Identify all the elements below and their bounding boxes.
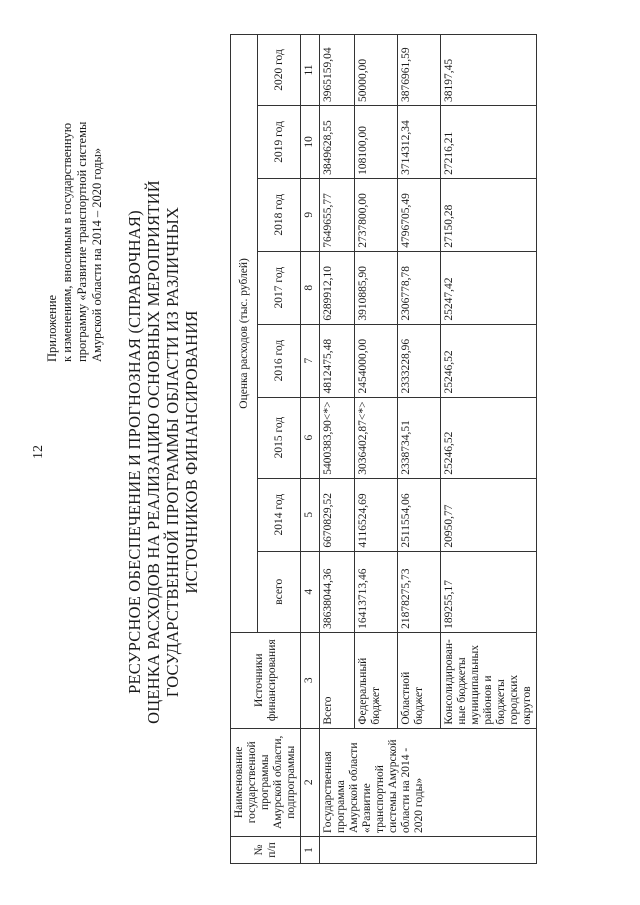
value-cell: 3876961,59	[398, 35, 441, 106]
value-cell: 3965159,04	[320, 35, 355, 106]
title-line: ИСТОЧНИКОВ ФИНАНСИРОВАНИЯ	[182, 310, 201, 594]
value-cell: 2511554,06	[398, 478, 441, 551]
header-year: 2016 год	[258, 324, 301, 397]
header-source: Источники финансирования	[231, 632, 301, 728]
resource-table	[230, 34, 537, 864]
header-year: 2020 год	[258, 35, 301, 106]
source-cell: Областной бюджет	[398, 632, 441, 728]
value-cell: 4116524,69	[355, 478, 398, 551]
appendix-line: Амурской области на 2014 – 2020 годы»	[90, 147, 104, 362]
header-estimate: Оценка расходов (тыс. рублей)	[231, 35, 258, 633]
value-cell: 2333228,96	[398, 324, 441, 397]
column-number: 7	[301, 324, 320, 397]
appendix-line: программу «Развитие транспортной системы	[75, 121, 89, 362]
column-number: 5	[301, 478, 320, 551]
column-number: 8	[301, 251, 320, 324]
column-number: 10	[301, 105, 320, 178]
value-cell: 6670829,52	[320, 478, 355, 551]
value-cell: 2306778,78	[398, 251, 441, 324]
appendix-line: к изменениям, вносимым в государственную	[60, 122, 74, 362]
column-number-row	[301, 35, 320, 864]
value-cell: 38197,45	[441, 35, 537, 106]
program-name-cell: Государственная программа Амурской области «Развитие транспортной системы Амурской области на 2014 - 2020 годы»	[320, 728, 537, 836]
title-line: ОЦЕНКА РАСХОДОВ НА РЕАЛИЗАЦИЮ ОСНОВНЫХ МЕРОПРИЯТИЙ	[144, 180, 163, 724]
column-number: 2	[301, 728, 320, 836]
value-cell: 25246,52	[441, 324, 537, 397]
column-number: 6	[301, 397, 320, 478]
source-cell: Всего	[320, 632, 355, 728]
column-number: 4	[301, 551, 320, 632]
appendix-line: Приложение	[45, 294, 59, 362]
value-cell: 108100,00	[355, 105, 398, 178]
header-year: 2014 год	[258, 478, 301, 551]
row-num-cell	[320, 836, 537, 863]
column-number: 9	[301, 178, 320, 251]
header-total: всего	[258, 551, 301, 632]
value-cell: 5400383,90<*>	[320, 397, 355, 478]
value-cell: 2338734,51	[398, 397, 441, 478]
title-line: ГОСУДАРСТВЕННОЙ ПРОГРАММЫ ОБЛАСТИ ИЗ РАЗЛИЧНЫХ	[163, 206, 182, 698]
value-cell: 4796705,49	[398, 178, 441, 251]
source-cell: Федеральный бюджет	[355, 632, 398, 728]
table-row	[320, 35, 355, 864]
header-year: 2019 год	[258, 105, 301, 178]
value-cell: 27216,21	[441, 105, 537, 178]
value-cell: 16413713,46	[355, 551, 398, 632]
value-cell: 3036402,87<*>	[355, 397, 398, 478]
value-cell: 27150,28	[441, 178, 537, 251]
value-cell: 20950,77	[441, 478, 537, 551]
header-year: 2015 год	[258, 397, 301, 478]
header-year: 2017 год	[258, 251, 301, 324]
header-name: Наименование государственной программы Амурской области, подпрограммы	[231, 728, 301, 836]
value-cell: 3910885,90	[355, 251, 398, 324]
value-cell: 4812475,48	[320, 324, 355, 397]
value-cell: 50000,00	[355, 35, 398, 106]
value-cell: 21878275,73	[398, 551, 441, 632]
column-number: 1	[301, 836, 320, 863]
value-cell: 25246,52	[441, 397, 537, 478]
value-cell: 3714312,34	[398, 105, 441, 178]
title-line: РЕСУРСНОЕ ОБЕСПЕЧЕНИЕ И ПРОГНОЗНАЯ (СПРАВОЧНАЯ)	[125, 210, 144, 694]
rotated-content	[25, 22, 615, 882]
document-title	[125, 82, 201, 822]
page-number: 12	[31, 445, 46, 459]
value-cell: 2454000,00	[355, 324, 398, 397]
source-cell: Консолидирован-ные бюджеты муниципальных районов и бюджеты городских округов	[441, 632, 537, 728]
column-number: 11	[301, 35, 320, 106]
value-cell: 2737800,00	[355, 178, 398, 251]
appendix-note	[45, 42, 105, 362]
value-cell: 38638044,36	[320, 551, 355, 632]
value-cell: 6289912,10	[320, 251, 355, 324]
header-row	[231, 35, 258, 864]
header-num: № п/п	[231, 836, 301, 863]
header-year: 2018 год	[258, 178, 301, 251]
value-cell: 3849628,55	[320, 105, 355, 178]
value-cell: 189255,17	[441, 551, 537, 632]
value-cell: 7649655,77	[320, 178, 355, 251]
column-number: 3	[301, 632, 320, 728]
value-cell: 25247,42	[441, 251, 537, 324]
